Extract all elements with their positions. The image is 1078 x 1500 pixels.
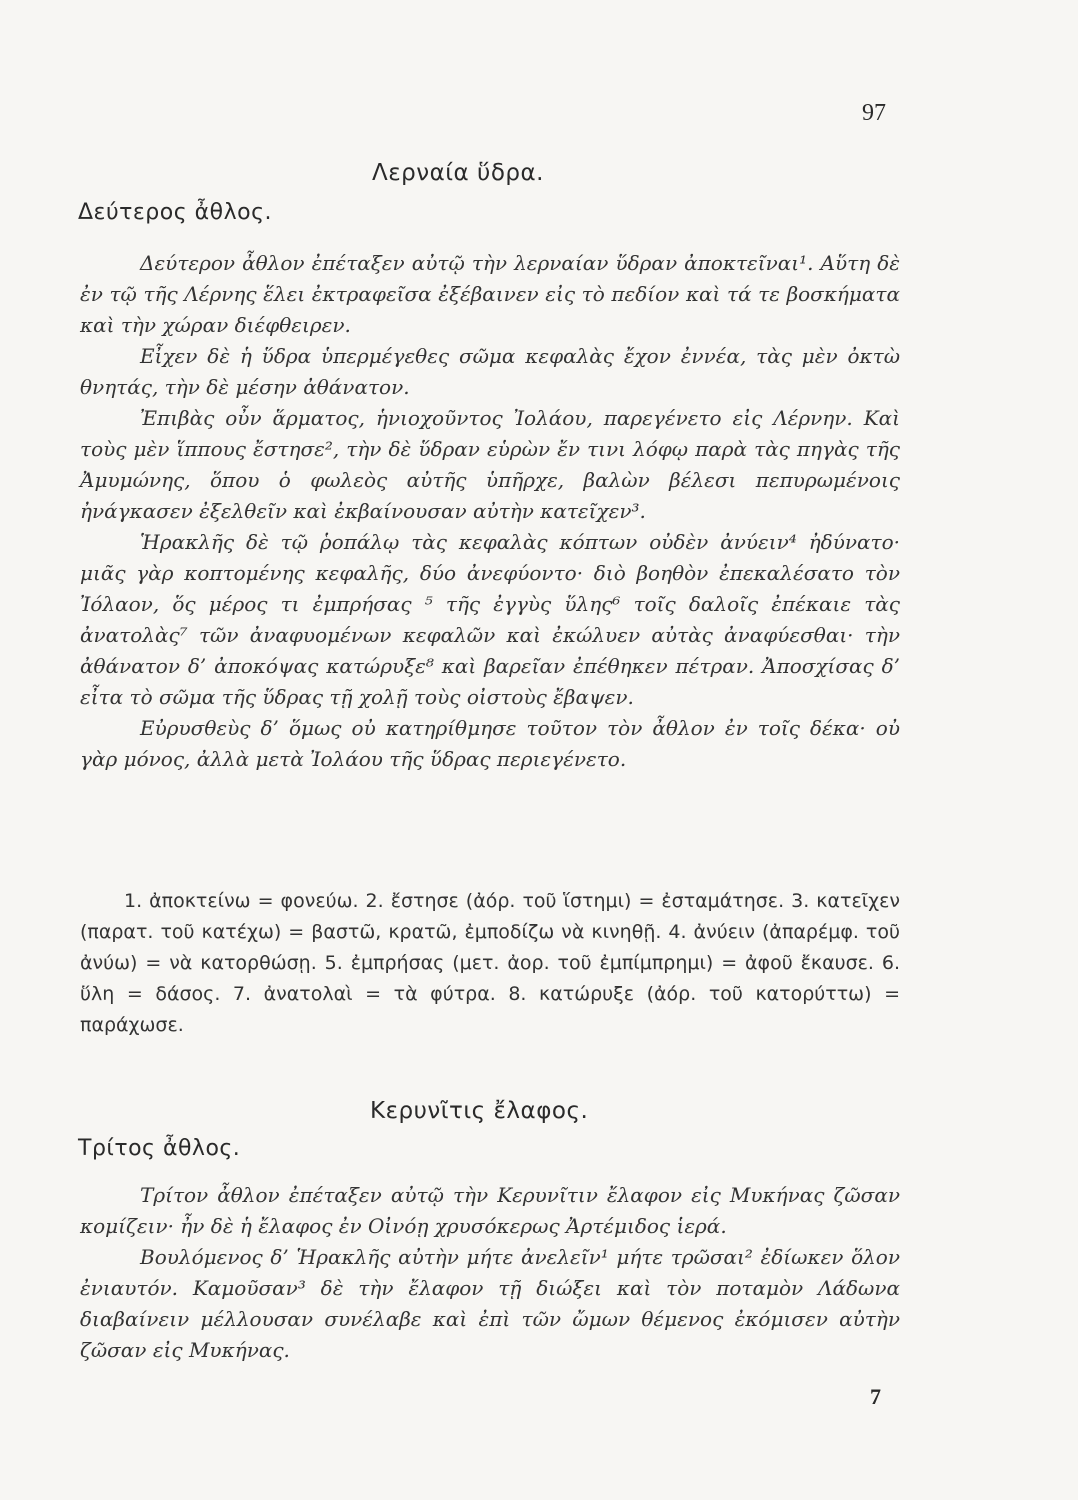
footnotes-hydra xyxy=(80,886,900,1041)
hydra-text xyxy=(80,248,900,775)
page-number: 97 xyxy=(862,100,886,126)
section-title-hind: Κερυνῖτις ἔλαφος. xyxy=(370,1098,589,1124)
paragraph: Ἐπιβὰς οὖν ἅρματος, ἡνιοχοῦντος Ἰολάου, παρεγένετο εἰς Λέρνην. Καὶ τοὺς μὲν ἵππους ἔστησε², τὴν δὲ ὕδραν εὑρὼν ἔν τινι λόφῳ παρὰ τὰς πηγὰς τῆς Ἀμυμώνης, ὅπου ὁ φωλεὸς αὐτῆς ὑπῆρχε, βαλὼν βέλεσι πεπυρωμένοις ἠνάγκασεν ἐξελθεῖν καὶ ἐκβαίνουσαν αὐτὴν κατεῖχεν³. xyxy=(80,406,900,523)
labor-label-third: Τρίτος ἆθλος. xyxy=(78,1136,241,1161)
labor-label-second: Δεύτερος ἆθλος. xyxy=(78,200,272,225)
paragraph: Τρίτον ἆθλον ἐπέταξεν αὐτῷ τὴν Κερυνῖτιν ἔλαφον εἰς Μυκήνας ζῶσαν κομίζειν· ἦν δὲ ἡ ἔλαφος ἐν Οἰνόῃ χρυσόκερως Ἀρτέμιδος ἱερά. xyxy=(80,1183,900,1238)
footnote-text: 1. ἀποκτείνω = φονεύω. 2. ἔστησε (ἀόρ. τοῦ ἵστημι) = ἐσταμάτησε. 3. κατεῖχεν (παρατ. τοῦ κατέχω) = βαστῶ, κρατῶ, ἐμποδίζω νὰ κινηθῇ. 4. ἀνύειν (ἀπαρέμφ. τοῦ ἀνύω) = νὰ κατορθώσῃ. 5. ἐμπρήσας (μετ. ἀορ. τοῦ ἐμπίμπρημι) = ἀφοῦ ἔκαυσε. 6. ὕλη = δάσος. 7. ἀνατολαὶ = τὰ φύτρα. 8. κατώρυξε (ἀόρ. τοῦ κατορύττω) = παράχωσε. xyxy=(80,890,900,1036)
paragraph: Εἶχεν δὲ ἡ ὕδρα ὑπερμέγεθες σῶμα κεφαλὰς ἔχον ἐννέα, τὰς μὲν ὀκτὼ θνητάς, τὴν δὲ μέσην ἀθάνατον. xyxy=(80,344,900,399)
section-title-hydra: Λερναία ὕδρα. xyxy=(372,160,544,186)
paragraph: Δεύτερον ἆθλον ἐπέταξεν αὐτῷ τὴν λερναίαν ὕδραν ἀποκτεῖναι¹. Αὕτη δὲ ἐν τῷ τῆς Λέρνης ἕλει ἐκτραφεῖσα ἐξέβαινεν εἰς τὸ πεδίον καὶ τά τε βοσκήματα καὶ τὴν χώραν διέφθειρεν. xyxy=(80,251,900,337)
paragraph: Βουλόμενος δ’ Ἡρακλῆς αὐτὴν μήτε ἀνελεῖν¹ μήτε τρῶσαι² ἐδίωκεν ὅλον ἐνιαυτόν. Καμοῦσαν³ δὲ τὴν ἔλαφον τῇ διώξει καὶ τὸν ποταμὸν Λάδωνα διαβαίνειν μέλλουσαν συνέλαβε καὶ ἐπὶ τῶν ὤμων θέμενος ἐκόμισεν αὐτὴν ζῶσαν εἰς Μυκήνας. xyxy=(80,1245,900,1362)
hind-text xyxy=(80,1180,900,1366)
paragraph: Εὐρυσθεὺς δ’ ὅμως οὐ κατηρίθμησε τοῦτον τὸν ἆθλον ἐν τοῖς δέκα· οὐ γὰρ μόνος, ἀλλὰ μετὰ Ἰολάου τῆς ὕδρας περιεγένετο. xyxy=(80,716,900,771)
signature-mark: 7 xyxy=(870,1384,881,1409)
paragraph: Ἡρακλῆς δὲ τῷ ῥοπάλῳ τὰς κεφαλὰς κόπτων οὐδὲν ἀνύειν⁴ ἠδύνατο· μιᾶς γὰρ κοπτομένης κεφαλῆς, δύο ἀνεφύοντο· διὸ βοηθὸν ἐπεκαλέσατο τὸν Ἰόλαον, ὅς μέρος τι ἐμπρήσας ⁵ τῆς ἐγγὺς ὕλης⁶ τοῖς δαλοῖς ἐπέκαιε τὰς ἀνατολὰς⁷ τῶν ἀναφυομένων κεφαλῶν καὶ ἐκώλυεν αὐτὰς ἀναφύεσθαι· τὴν ἀθάνατον δ’ ἀποκόψας κατώρυξε⁸ καὶ βαρεῖαν ἐπέθηκεν πέτραν. Ἀποσχίσας δ’ εἶτα τὸ σῶμα τῆς ὕδρας τῇ χολῇ τοὺς οἰστοὺς ἔβαψεν. xyxy=(80,530,900,709)
